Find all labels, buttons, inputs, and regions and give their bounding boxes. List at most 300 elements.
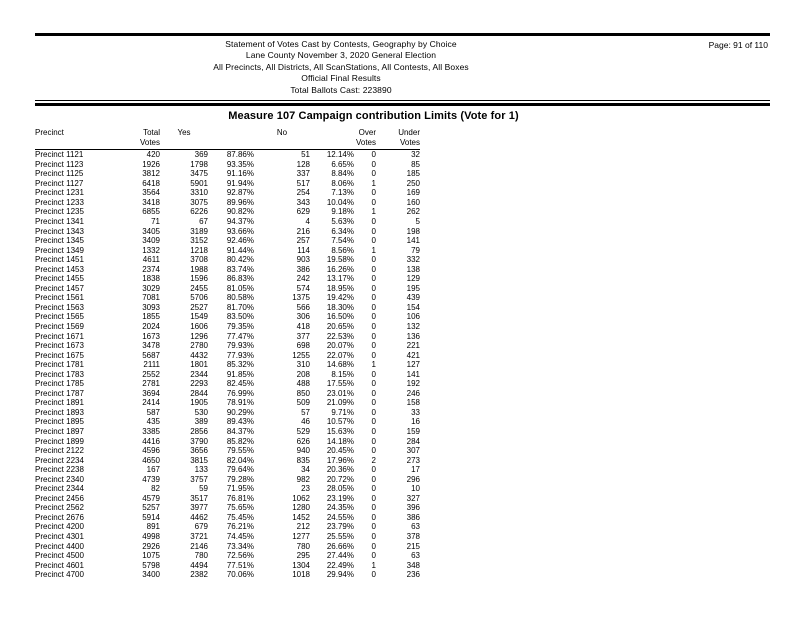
table-row <box>35 417 420 427</box>
table-cell: 3708 <box>190 255 208 265</box>
table-cell: 327 <box>406 493 420 503</box>
table-cell: 0 <box>371 350 376 360</box>
table-cell: 94.37% <box>226 216 254 226</box>
table-cell: 67 <box>199 216 208 226</box>
table-cell: Precinct 2456 <box>35 493 84 503</box>
table-cell: 3152 <box>190 236 208 246</box>
table-cell: 1 <box>371 360 376 370</box>
table-cell: Precinct 1561 <box>35 293 84 303</box>
table-cell: 19.42% <box>326 293 354 303</box>
table-cell: 85.32% <box>226 360 254 370</box>
table-row <box>35 484 420 494</box>
yes-column-header: Yes <box>160 128 208 150</box>
table-cell: 3812 <box>142 169 160 179</box>
table-cell: 369 <box>194 150 208 160</box>
table-cell: 106 <box>406 312 420 322</box>
table-cell: 70.06% <box>226 570 254 580</box>
table-cell: 87.86% <box>226 150 254 160</box>
table-cell: 132 <box>406 321 420 331</box>
table-cell: 5 <box>415 216 420 226</box>
table-row <box>35 446 420 456</box>
table-cell: 158 <box>406 398 420 408</box>
over-votes-column-header: Over Votes <box>354 128 376 150</box>
table-cell: 29.94% <box>326 570 354 580</box>
table-cell: 337 <box>296 169 310 179</box>
table-cell: Precinct 1451 <box>35 255 84 265</box>
table-cell: 10.04% <box>326 197 354 207</box>
table-cell: 0 <box>371 169 376 179</box>
table-cell: 574 <box>296 283 310 293</box>
table-cell: 295 <box>296 551 310 561</box>
table-cell: 28.05% <box>326 484 354 494</box>
table-cell: 23.19% <box>326 493 354 503</box>
table-cell: 167 <box>146 465 160 475</box>
table-cell: 488 <box>296 379 310 389</box>
table-cell: 4650 <box>142 455 160 465</box>
table-cell: 27.44% <box>326 551 354 561</box>
table-cell: Precinct 1343 <box>35 226 84 236</box>
table-cell: 1549 <box>190 312 208 322</box>
table-row <box>35 160 420 170</box>
table-cell: 77.93% <box>226 350 254 360</box>
table-cell: 2844 <box>190 388 208 398</box>
election-name-line: Lane County November 3, 2020 General Election <box>245 50 437 61</box>
table-cell: 80.42% <box>226 255 254 265</box>
table-cell: 3385 <box>142 426 160 436</box>
table-cell: 2926 <box>142 541 160 551</box>
table-cell: 3517 <box>190 493 208 503</box>
table-cell: 262 <box>406 207 420 217</box>
table-cell: 21.09% <box>326 398 354 408</box>
table-cell: 90.82% <box>226 207 254 217</box>
table-cell: 16.26% <box>326 264 354 274</box>
table-cell: 1255 <box>292 350 310 360</box>
table-cell: 396 <box>406 503 420 513</box>
table-cell: Precinct 1121 <box>35 150 84 160</box>
table-cell: 310 <box>296 360 310 370</box>
table-cell: Precinct 1457 <box>35 283 84 293</box>
table-cell: Precinct 1125 <box>35 169 84 179</box>
table-cell: 3790 <box>190 436 208 446</box>
table-row <box>35 532 420 542</box>
table-cell: 93.66% <box>226 226 254 236</box>
table-cell: 9.71% <box>331 407 354 417</box>
table-cell: 3405 <box>142 226 160 236</box>
table-row <box>35 169 420 179</box>
table-cell: 307 <box>406 446 420 456</box>
table-cell: 2111 <box>143 360 160 370</box>
table-cell: 1062 <box>292 493 310 503</box>
table-cell: 4739 <box>142 474 160 484</box>
table-cell: 83.50% <box>226 312 254 322</box>
table-cell: 1375 <box>292 293 310 303</box>
table-row <box>35 293 420 303</box>
table-cell: 136 <box>406 331 420 341</box>
table-cell: 5901 <box>190 178 208 188</box>
table-cell: 0 <box>371 465 376 475</box>
table-row <box>35 513 420 523</box>
table-cell: 23.79% <box>326 522 354 532</box>
table-cell: 78.91% <box>226 398 254 408</box>
table-cell: 5706 <box>190 293 208 303</box>
table-cell: 940 <box>296 446 310 456</box>
table-cell: 5914 <box>142 512 160 522</box>
table-cell: 0 <box>371 264 376 274</box>
table-cell: 93.35% <box>226 159 254 169</box>
table-cell: 18.30% <box>326 302 354 312</box>
table-cell: 8.06% <box>331 178 354 188</box>
table-cell: 82.04% <box>226 455 254 465</box>
table-row <box>35 494 420 504</box>
table-cell: 1280 <box>292 503 310 513</box>
table-cell: Precinct 4301 <box>35 532 84 541</box>
table-cell: 79.55% <box>226 446 254 456</box>
header-divider <box>35 100 770 106</box>
table-cell: 71 <box>151 216 160 226</box>
table-cell: 3475 <box>190 169 208 179</box>
table-cell: 3757 <box>190 474 208 484</box>
table-row <box>35 332 420 342</box>
table-cell: 1296 <box>190 331 208 341</box>
table-cell: 386 <box>296 264 310 274</box>
table-cell: 4462 <box>190 512 208 522</box>
table-cell: 7.54% <box>331 236 354 246</box>
table-cell: Precinct 1127 <box>35 178 84 188</box>
table-cell: 343 <box>296 197 310 207</box>
table-cell: 3694 <box>142 388 160 398</box>
table-cell: 3400 <box>142 570 160 580</box>
table-cell: 73.34% <box>226 541 254 551</box>
table-row <box>35 370 420 380</box>
table-cell: Precinct 1453 <box>35 264 84 274</box>
table-cell: 2146 <box>190 541 208 551</box>
table-cell: 4 <box>305 216 310 226</box>
table-cell: 780 <box>296 541 310 551</box>
table-cell: 34 <box>301 465 310 475</box>
table-cell: 20.45% <box>326 446 354 456</box>
table-cell: 4998 <box>142 532 160 541</box>
total-votes-column-header: Total Votes <box>128 128 160 150</box>
table-cell: Precinct 1673 <box>35 341 84 351</box>
table-cell: 91.85% <box>226 369 254 379</box>
table-cell: 6418 <box>142 178 160 188</box>
table-cell: 439 <box>406 293 420 303</box>
table-cell: 6.34% <box>331 226 354 236</box>
table-cell: 2527 <box>190 302 208 312</box>
table-row <box>35 456 420 466</box>
report-title-line: Statement of Votes Cast by Contests, Geography by Choice <box>225 39 457 49</box>
table-cell: Precinct 1235 <box>35 207 84 217</box>
table-cell: Precinct 4200 <box>35 522 84 532</box>
table-cell: 587 <box>146 407 160 417</box>
table-cell: 128 <box>296 159 310 169</box>
table-cell: 90.29% <box>226 407 254 417</box>
table-cell: 0 <box>371 159 376 169</box>
table-cell: 517 <box>296 178 310 188</box>
table-cell: 250 <box>406 178 420 188</box>
table-cell: 6855 <box>142 207 160 217</box>
table-cell: 8.56% <box>331 245 354 255</box>
table-cell: 1218 <box>190 245 208 255</box>
table-cell: 1838 <box>142 274 160 284</box>
results-table-body <box>35 150 420 580</box>
table-cell: 420 <box>146 150 160 160</box>
table-cell: 14.68% <box>326 360 354 370</box>
table-cell: 5257 <box>142 503 160 513</box>
table-cell: 2293 <box>190 379 208 389</box>
table-cell: 92.46% <box>226 236 254 246</box>
table-cell: 76.81% <box>226 493 254 503</box>
table-cell: 0 <box>371 522 376 532</box>
table-cell: 529 <box>296 426 310 436</box>
table-cell: 63 <box>411 522 420 532</box>
table-cell: 3721 <box>190 532 208 541</box>
table-row <box>35 522 420 532</box>
table-cell: Precinct 1123 <box>35 159 84 169</box>
table-cell: 81.70% <box>226 302 254 312</box>
table-cell: 530 <box>194 407 208 417</box>
table-cell: 8.15% <box>331 369 354 379</box>
yes-percent-column-header <box>208 128 254 150</box>
table-cell: 435 <box>146 417 160 427</box>
table-cell: 0 <box>371 216 376 226</box>
table-cell: 0 <box>371 570 376 580</box>
total-ballots-line: Total Ballots Cast: 223890 <box>290 84 392 95</box>
table-cell: 1988 <box>190 264 208 274</box>
table-cell: 0 <box>371 436 376 446</box>
table-cell: 23.01% <box>326 388 354 398</box>
table-cell: 332 <box>406 255 420 265</box>
table-cell: 0 <box>371 503 376 513</box>
table-cell: 0 <box>371 150 376 160</box>
table-cell: 71.95% <box>226 484 254 494</box>
table-cell: 0 <box>371 532 376 541</box>
table-cell: 891 <box>146 522 160 532</box>
table-cell: Precinct 4400 <box>35 541 84 551</box>
table-cell: 14.18% <box>326 436 354 446</box>
table-row <box>35 398 420 408</box>
table-cell: 0 <box>371 341 376 351</box>
table-cell: 17.55% <box>326 379 354 389</box>
table-cell: 80.58% <box>226 293 254 303</box>
table-cell: 1606 <box>190 321 208 331</box>
table-cell: Precinct 2238 <box>35 465 84 475</box>
table-cell: Precinct 1563 <box>35 302 84 312</box>
table-cell: Precinct 1455 <box>35 274 84 284</box>
table-cell: 0 <box>371 236 376 246</box>
table-row <box>35 475 420 485</box>
table-cell: 19.58% <box>326 255 354 265</box>
table-cell: 25.55% <box>326 532 354 541</box>
table-row <box>35 246 420 256</box>
table-cell: 89.96% <box>226 197 254 207</box>
table-row <box>35 570 420 580</box>
table-row <box>35 150 420 160</box>
table-cell: 306 <box>296 312 310 322</box>
table-cell: 72.56% <box>226 551 254 561</box>
table-cell: 2455 <box>190 283 208 293</box>
table-cell: Precinct 1891 <box>35 398 84 408</box>
table-cell: Precinct 1569 <box>35 321 84 331</box>
table-cell: 0 <box>371 407 376 417</box>
table-cell: 133 <box>194 465 208 475</box>
table-cell: 2780 <box>190 341 208 351</box>
table-row <box>35 217 420 227</box>
table-cell: Precinct 1895 <box>35 417 84 427</box>
table-cell: 418 <box>296 321 310 331</box>
table-row <box>35 207 420 217</box>
table-cell: 77.51% <box>226 560 254 570</box>
table-cell: 1 <box>371 560 376 570</box>
table-header-row <box>35 128 420 150</box>
table-cell: 76.21% <box>226 522 254 532</box>
table-cell: 1926 <box>142 159 160 169</box>
table-cell: 0 <box>371 426 376 436</box>
table-cell: 2414 <box>142 398 160 408</box>
table-cell: 4494 <box>190 560 208 570</box>
table-cell: 0 <box>371 274 376 284</box>
table-row <box>35 542 420 552</box>
table-cell: Precinct 1899 <box>35 436 84 446</box>
table-cell: 2552 <box>142 369 160 379</box>
table-cell: 2856 <box>190 426 208 436</box>
table-cell: 195 <box>406 283 420 293</box>
table-cell: 0 <box>371 484 376 494</box>
table-cell: 57 <box>301 407 310 417</box>
table-cell: 10 <box>411 484 420 494</box>
table-row <box>35 188 420 198</box>
table-cell: 3189 <box>190 226 208 236</box>
table-cell: 192 <box>406 379 420 389</box>
table-cell: 82 <box>151 484 160 494</box>
table-cell: 3564 <box>142 188 160 198</box>
table-cell: 33 <box>411 407 420 417</box>
table-row <box>35 312 420 322</box>
table-cell: 1673 <box>142 331 160 341</box>
table-cell: 89.43% <box>226 417 254 427</box>
table-cell: Precinct 1671 <box>35 331 84 341</box>
table-cell: Precinct 1231 <box>35 188 84 198</box>
table-row <box>35 503 420 513</box>
table-cell: 79.28% <box>226 474 254 484</box>
table-cell: 0 <box>371 493 376 503</box>
table-cell: 0 <box>371 541 376 551</box>
table-cell: 20.72% <box>326 474 354 484</box>
scope-line: All Precincts, All Districts, All ScanStations, All Contests, All Boxes <box>213 61 469 72</box>
page-number: Page: 91 of 110 <box>708 40 768 50</box>
table-cell: 1332 <box>142 245 160 255</box>
table-cell: 83.74% <box>226 264 254 274</box>
table-cell: 0 <box>371 398 376 408</box>
table-cell: 1855 <box>142 312 160 322</box>
table-cell: 20.65% <box>326 321 354 331</box>
no-column-header: No <box>254 128 310 150</box>
table-cell: 0 <box>371 388 376 398</box>
table-cell: 85.82% <box>226 436 254 446</box>
table-cell: 3815 <box>190 455 208 465</box>
table-cell: Precinct 1893 <box>35 407 84 417</box>
table-cell: 46 <box>301 417 310 427</box>
table-cell: 780 <box>194 551 208 561</box>
table-cell: 3478 <box>142 341 160 351</box>
table-cell: 0 <box>371 312 376 322</box>
table-cell: 5798 <box>142 560 160 570</box>
table-cell: 18.95% <box>326 283 354 293</box>
table-cell: 509 <box>296 398 310 408</box>
table-cell: 17 <box>411 465 420 475</box>
table-cell: 2 <box>371 455 376 465</box>
table-cell: 0 <box>371 293 376 303</box>
table-cell: 5687 <box>142 350 160 360</box>
table-cell: 273 <box>406 455 420 465</box>
table-cell: 212 <box>296 522 310 532</box>
table-cell: 24.55% <box>326 512 354 522</box>
table-cell: 3656 <box>190 446 208 456</box>
table-cell: 348 <box>406 560 420 570</box>
table-cell: 0 <box>371 512 376 522</box>
table-cell: 2344 <box>190 369 208 379</box>
table-cell: 0 <box>371 379 376 389</box>
table-cell: 4579 <box>142 493 160 503</box>
table-cell: 32 <box>411 150 420 160</box>
table-cell: 0 <box>371 446 376 456</box>
table-cell: 1 <box>371 207 376 217</box>
table-cell: Precinct 4700 <box>35 570 84 580</box>
table-cell: 215 <box>406 541 420 551</box>
table-cell: 1 <box>371 178 376 188</box>
table-cell: 81.05% <box>226 283 254 293</box>
table-cell: 169 <box>406 188 420 198</box>
table-cell: 3310 <box>190 188 208 198</box>
report-header <box>35 36 770 98</box>
table-cell: Precinct 2234 <box>35 455 84 465</box>
table-cell: 63 <box>411 551 420 561</box>
table-cell: 6.65% <box>331 159 354 169</box>
table-row <box>35 274 420 284</box>
table-cell: 296 <box>406 474 420 484</box>
table-cell: 91.94% <box>226 178 254 188</box>
table-cell: 138 <box>406 264 420 274</box>
table-cell: 1905 <box>190 398 208 408</box>
table-cell: 141 <box>406 369 420 379</box>
table-cell: Precinct 2340 <box>35 474 84 484</box>
table-cell: 16 <box>411 417 420 427</box>
table-row <box>35 236 420 246</box>
table-cell: 26.66% <box>326 541 354 551</box>
table-cell: Precinct 4601 <box>35 560 84 570</box>
table-cell: Precinct 2562 <box>35 503 84 513</box>
table-cell: Precinct 1233 <box>35 197 84 207</box>
table-cell: 76.99% <box>226 388 254 398</box>
table-cell: 75.45% <box>226 512 254 522</box>
table-cell: 82.45% <box>226 379 254 389</box>
results-table <box>35 128 420 580</box>
table-cell: 3418 <box>142 197 160 207</box>
table-row <box>35 198 420 208</box>
table-cell: 0 <box>371 417 376 427</box>
table-cell: 221 <box>406 341 420 351</box>
table-cell: 5.63% <box>331 216 354 226</box>
table-cell: 0 <box>371 188 376 198</box>
table-row <box>35 465 420 475</box>
table-cell: 160 <box>406 197 420 207</box>
table-cell: 1801 <box>190 360 208 370</box>
table-cell: 91.44% <box>226 245 254 255</box>
table-cell: Precinct 1787 <box>35 388 84 398</box>
table-cell: 2781 <box>142 379 160 389</box>
table-cell: 75.65% <box>226 503 254 513</box>
table-cell: 3977 <box>190 503 208 513</box>
